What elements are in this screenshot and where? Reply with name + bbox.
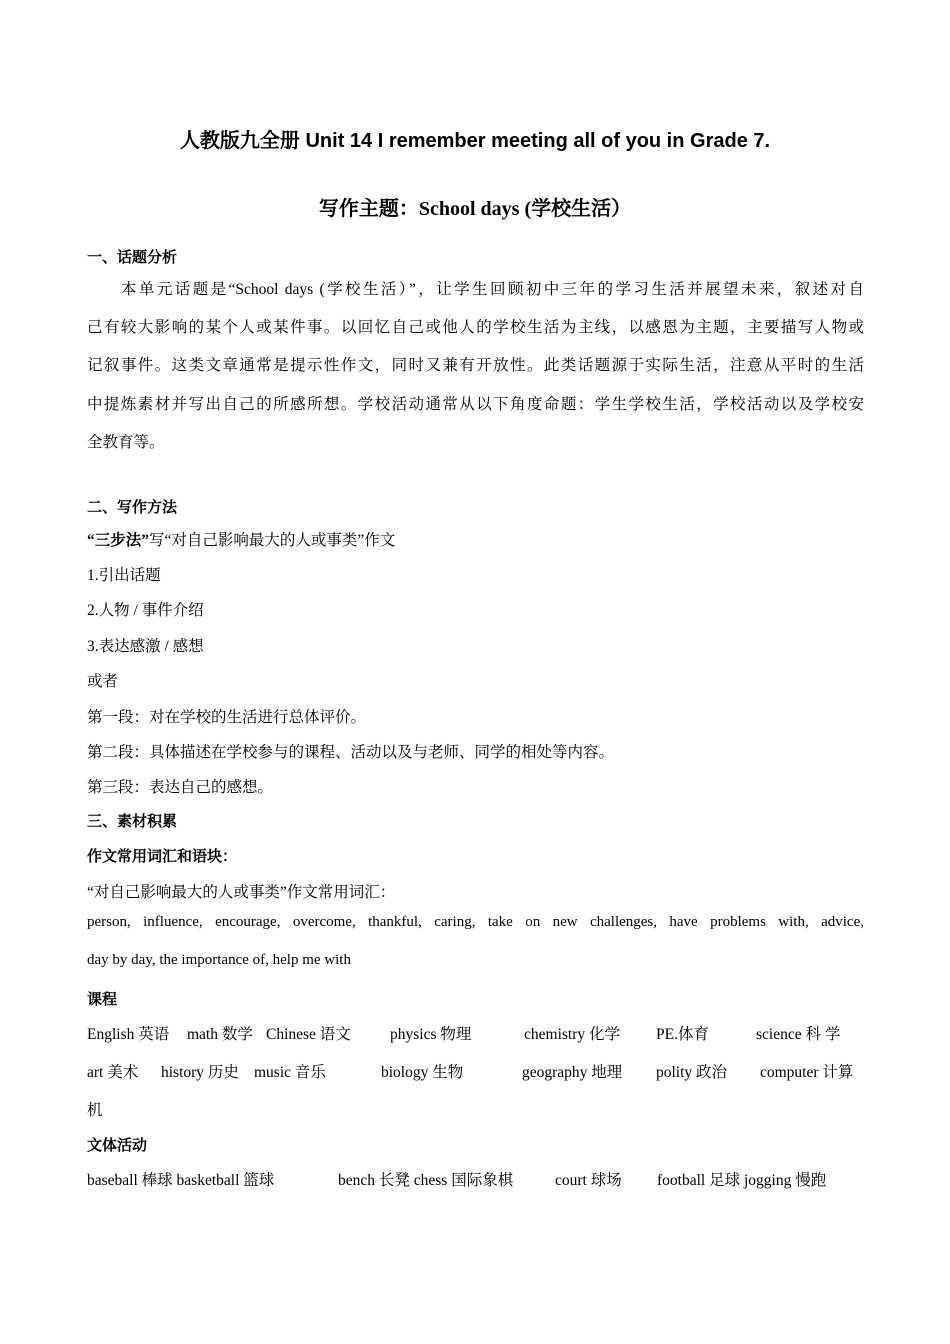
course-item: Chinese 语文 bbox=[266, 1026, 351, 1043]
section2-paragraph-3: 第三段：表达自己的感想。 bbox=[87, 779, 274, 796]
section2-intro bbox=[87, 528, 864, 550]
section1-heading: 一、话题分析 bbox=[87, 249, 178, 266]
document-subtitle: 写作主题：School days (学校生活） bbox=[318, 198, 632, 220]
course-item: English 英语 bbox=[87, 1026, 170, 1043]
section3-heading: 三、素材积累 bbox=[87, 813, 178, 830]
vocab-line-1: person, influence, encourage, overcome, thankful, caring, take on new challenges, have problems with, advice, bbox=[87, 914, 864, 930]
document-title: 人教版九全册 Unit 14 I remember meeting all of you in Grade 7. bbox=[179, 130, 771, 152]
course-item: music 音乐 bbox=[254, 1064, 326, 1081]
section2-intro-rest: 写“对自己影响最大的人或事类”作文 bbox=[149, 532, 396, 549]
course-item: geography 地理 bbox=[522, 1064, 623, 1081]
course-item: art 美术 bbox=[87, 1064, 139, 1081]
section1-line-2: 己有较大影响的某个人或某件事。以回忆自己或他人的学校生活为主线，以感恩为主题，主要描写人物或 bbox=[87, 319, 864, 336]
vocab-line-2: day by day, the importance of, help me with bbox=[87, 952, 351, 968]
section2-paragraph-1: 第一段：对在学校的生活进行总体评价。 bbox=[87, 709, 367, 726]
course-item: PE.体育 bbox=[656, 1026, 709, 1043]
activity-item: court 球场 bbox=[555, 1172, 622, 1189]
course-item: chemistry 化学 bbox=[524, 1026, 620, 1043]
activity-item: baseball 棒球 basketball 篮球 bbox=[87, 1172, 275, 1189]
activities-heading: 文体活动 bbox=[87, 1137, 148, 1154]
course-item: math 数学 bbox=[187, 1026, 253, 1043]
section1-line-4: 中提炼素材并写出自己的所感所想。学校活动通常从以下角度命题：学生学校生活，学校活动以及学校安 bbox=[87, 396, 864, 413]
course-item: computer 计算 bbox=[760, 1064, 854, 1081]
activity-item: bench 长凳 chess 国际象棋 bbox=[338, 1172, 514, 1189]
courses-heading: 课程 bbox=[87, 991, 118, 1008]
courses-wrap: 机 bbox=[87, 1102, 103, 1119]
activity-item: football 足球 jogging 慢跑 bbox=[657, 1172, 827, 1189]
section2-or: 或者 bbox=[87, 673, 119, 690]
section1-line-5: 全教育等。 bbox=[87, 434, 165, 451]
section2-intro-bold: “三步法” bbox=[87, 532, 150, 549]
section3-subheading: 作文常用词汇和语块： bbox=[87, 848, 238, 865]
section2-step-1: 1.引出话题 bbox=[87, 567, 161, 584]
section2-step-3: 3.表达感激 / 感想 bbox=[87, 638, 204, 655]
section2-paragraph-2: 第二段：具体描述在学校参与的课程、活动以及与老师、同学的相处等内容。 bbox=[87, 744, 615, 761]
course-item: science 科 学 bbox=[756, 1026, 841, 1043]
vocab-intro: “对自己影响最大的人或事类”作文常用词汇： bbox=[87, 884, 396, 901]
course-item: history 历史 bbox=[161, 1064, 239, 1081]
section2-heading: 二、写作方法 bbox=[87, 499, 178, 516]
section1-line-1: 本单元话题是“School days (学校生活）”，让学生回顾初中三年的学习生活并展望未来，叙述对自 bbox=[121, 281, 864, 298]
course-item: polity 政治 bbox=[656, 1064, 728, 1081]
section2-step-2: 2.人物 / 事件介绍 bbox=[87, 602, 204, 619]
section1-line-3: 记叙事件。这类文章通常是提示性作文，同时又兼有开放性。此类话题源于实际生活，注意从平时的生活 bbox=[87, 357, 864, 374]
course-item: physics 物理 bbox=[390, 1026, 472, 1043]
course-item: biology 生物 bbox=[381, 1064, 464, 1081]
